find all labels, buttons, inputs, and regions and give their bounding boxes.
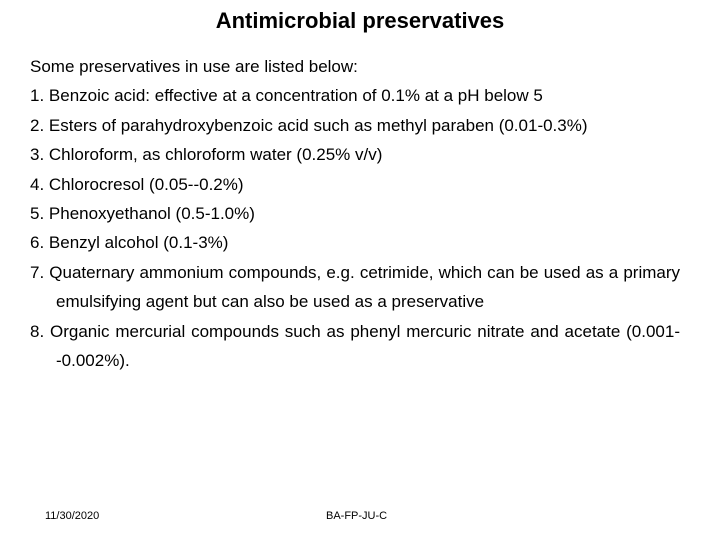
list-item: 1. Benzoic acid: effective at a concentration of 0.1% at a pH below 5: [30, 86, 543, 106]
list-item: 6. Benzyl alcohol (0.1-3%): [30, 233, 229, 253]
slide-title: Antimicrobial preservatives: [215, 8, 505, 33]
preservatives-list: [30, 81, 680, 375]
list-item: 8. Organic mercurial compounds such as phenyl mercuric nitrate and acetate (0.001--0.002%).: [30, 321, 680, 371]
list-item: 2. Esters of parahydroxybenzoic acid such as methyl paraben (0.01-0.3%): [30, 115, 588, 135]
slide-body: [30, 52, 680, 375]
intro-text: Some preservatives in use are listed below:: [30, 57, 358, 76]
list-item: 7. Quaternary ammonium compounds, e.g. cetrimide, which can be used as a primary emulsifying agent but can also be used as a preservative: [30, 262, 680, 312]
footer-code: BA-FP-JU-C: [326, 510, 388, 522]
list-item: 3. Chloroform, as chloroform water (0.25% v/v): [30, 145, 383, 165]
list-item: 5. Phenoxyethanol (0.5-1.0%): [30, 204, 255, 224]
list-item: 4. Chlorocresol (0.05--0.2%): [30, 174, 244, 194]
footer-date: 11/30/2020: [45, 510, 100, 522]
